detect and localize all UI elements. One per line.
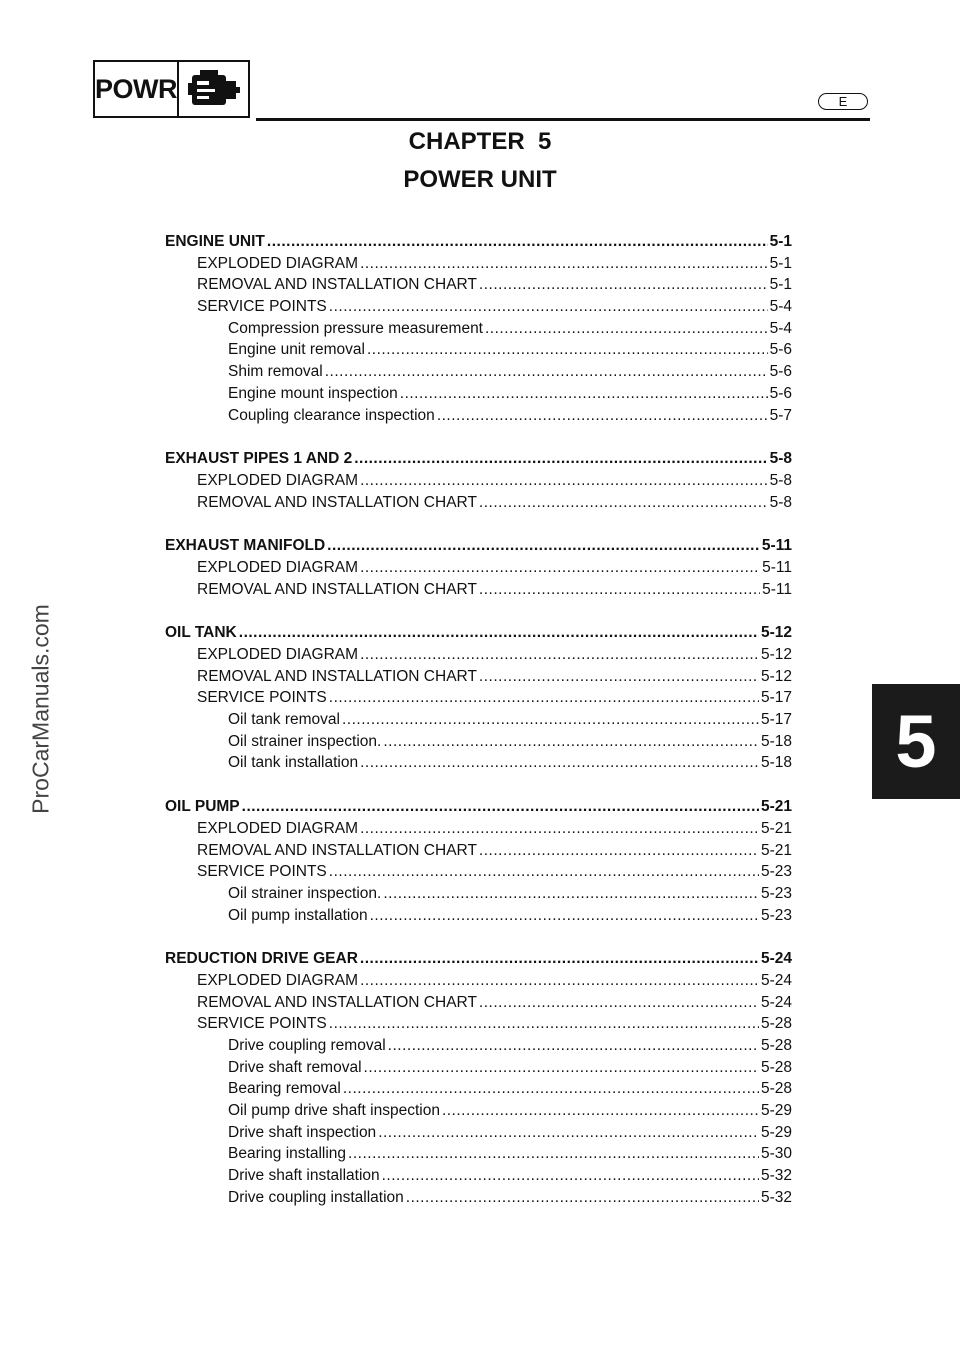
toc-entry-page: 5-12 bbox=[760, 646, 792, 663]
toc-entry[interactable] bbox=[165, 1189, 792, 1211]
chapter-title: POWER UNIT bbox=[403, 166, 557, 193]
toc-leader-dots bbox=[342, 711, 759, 729]
section-label: POWR bbox=[95, 62, 179, 116]
toc-entry-page: 5-23 bbox=[760, 863, 792, 881]
toc-entry-page: 5-1 bbox=[769, 254, 792, 272]
toc-entry-page: 5-23 bbox=[760, 906, 792, 924]
toc-leader-dots bbox=[383, 733, 759, 751]
toc-entry-title: REMOVAL AND INSTALLATION CHART bbox=[197, 841, 477, 859]
toc-entry-page: 5-6 bbox=[769, 384, 792, 402]
toc-leader-dots bbox=[360, 972, 759, 990]
toc-leader-dots bbox=[327, 537, 760, 555]
toc-leader-dots bbox=[329, 298, 768, 316]
toc-entry-page: 5-28 bbox=[760, 1080, 792, 1098]
toc-entry-title: EXHAUST PIPES 1 AND 2 bbox=[165, 450, 353, 468]
toc-entry[interactable] bbox=[165, 994, 792, 1016]
toc-entry-title: Drive shaft removal bbox=[228, 1058, 362, 1076]
toc-entry[interactable] bbox=[165, 1015, 792, 1037]
toc-leader-dots bbox=[325, 363, 768, 381]
toc-entry-title: SERVICE POINTS bbox=[197, 1015, 327, 1033]
toc-entry[interactable] bbox=[165, 842, 792, 864]
language-badge: E bbox=[818, 93, 868, 110]
toc-entry-page: 5-28 bbox=[760, 1058, 792, 1076]
toc-leader-dots bbox=[367, 341, 768, 359]
toc-leader-dots bbox=[364, 1059, 759, 1077]
toc-entry[interactable] bbox=[165, 1124, 792, 1146]
toc-leader-dots bbox=[383, 885, 759, 903]
toc-entry-page: 5-24 bbox=[760, 993, 792, 1011]
toc-entry-page: 5-4 bbox=[769, 319, 792, 337]
toc-entry-title: Drive coupling installation bbox=[228, 1188, 404, 1206]
toc-entry-title: ENGINE UNIT bbox=[165, 233, 265, 250]
toc-entry[interactable] bbox=[165, 1167, 792, 1189]
toc-leader-dots bbox=[242, 798, 759, 816]
toc-leader-dots bbox=[479, 668, 759, 686]
toc-leader-dots bbox=[354, 450, 767, 468]
toc-entry-page: 5-32 bbox=[760, 1188, 792, 1206]
toc-entry-title: Bearing installing bbox=[228, 1145, 347, 1163]
toc-entry[interactable] bbox=[165, 1145, 792, 1167]
toc-entry[interactable] bbox=[165, 798, 792, 820]
toc-entry-title: SERVICE POINTS bbox=[197, 863, 327, 881]
toc-entry[interactable] bbox=[165, 885, 792, 907]
toc-entry[interactable] bbox=[165, 276, 792, 298]
toc-entry-title: EXPLODED DIAGRAM bbox=[197, 646, 359, 663]
toc-entry[interactable] bbox=[165, 341, 792, 363]
toc-entry-page: 5-30 bbox=[760, 1145, 792, 1163]
toc-entry-page: 5-11 bbox=[762, 580, 792, 598]
toc-leader-dots bbox=[239, 624, 759, 642]
toc-entry[interactable] bbox=[165, 754, 792, 776]
toc-leader-dots bbox=[360, 646, 759, 664]
toc-entry-page: 5-24 bbox=[760, 950, 792, 968]
toc-section bbox=[165, 233, 792, 428]
toc-leader-dots bbox=[479, 494, 768, 512]
toc-leader-dots bbox=[388, 1037, 759, 1055]
toc-entry[interactable] bbox=[165, 494, 792, 516]
toc-entry-page: 5-28 bbox=[760, 1037, 792, 1054]
toc-entry-page: 5-18 bbox=[760, 754, 792, 772]
toc-entry[interactable] bbox=[165, 646, 792, 668]
toc-leader-dots bbox=[360, 472, 768, 490]
toc-leader-dots bbox=[267, 233, 768, 251]
toc-leader-dots bbox=[343, 1080, 759, 1098]
toc-entry-page: 5-4 bbox=[769, 298, 792, 316]
header-rule bbox=[256, 118, 870, 121]
toc-entry-page: 5-8 bbox=[769, 493, 792, 511]
toc-leader-dots bbox=[360, 820, 759, 838]
toc-leader-dots bbox=[329, 863, 759, 881]
toc-entry-page: 5-11 bbox=[761, 537, 792, 555]
toc-entry[interactable] bbox=[165, 385, 792, 407]
toc-leader-dots bbox=[378, 1124, 759, 1142]
toc-entry[interactable] bbox=[165, 950, 792, 972]
toc-entry-page: 5-12 bbox=[760, 667, 792, 685]
toc-entry[interactable] bbox=[165, 863, 792, 885]
toc-leader-dots bbox=[360, 559, 760, 577]
toc-entry-page: 5-29 bbox=[760, 1102, 792, 1120]
toc-entry-title: Drive shaft inspection bbox=[228, 1123, 377, 1141]
toc-entry[interactable] bbox=[165, 733, 792, 755]
toc-section bbox=[165, 450, 792, 515]
section-header-box bbox=[93, 60, 250, 118]
toc-entry-page: 5-6 bbox=[769, 363, 792, 381]
toc-entry-title: REMOVAL AND INSTALLATION CHART bbox=[197, 276, 477, 294]
toc-leader-dots bbox=[406, 1189, 759, 1207]
toc-entry[interactable] bbox=[165, 624, 792, 646]
toc-entry-page: 5-29 bbox=[760, 1123, 792, 1141]
toc-leader-dots bbox=[329, 1015, 759, 1033]
toc-entry-page: 5-17 bbox=[760, 711, 792, 729]
toc-entry[interactable] bbox=[165, 1102, 792, 1124]
toc-entry[interactable] bbox=[165, 233, 792, 255]
toc-entry-page: 5-21 bbox=[760, 798, 792, 816]
toc-entry-title: Oil strainer inspection. bbox=[228, 732, 382, 750]
toc-entry-page: 5-8 bbox=[769, 471, 792, 489]
toc-entry-title: EXHAUST MANIFOLD bbox=[165, 537, 326, 555]
toc-entry-page: 5-21 bbox=[760, 841, 792, 859]
chapter-tab: 5 bbox=[872, 684, 960, 799]
toc-entry-title: Engine unit removal bbox=[228, 341, 365, 359]
toc-entry-title: Oil tank installation bbox=[228, 754, 359, 772]
toc-entry[interactable] bbox=[165, 472, 792, 494]
toc-entry-title: OIL TANK bbox=[165, 624, 237, 642]
toc-leader-dots bbox=[479, 276, 768, 294]
toc-entry-title: EXPLODED DIAGRAM bbox=[197, 254, 359, 272]
toc-entry-title: Oil pump installation bbox=[228, 906, 368, 924]
toc-entry-title: REMOVAL AND INSTALLATION CHART bbox=[197, 993, 477, 1011]
toc-entry[interactable] bbox=[165, 972, 792, 994]
toc-entry-title: Coupling clearance inspection bbox=[228, 406, 435, 424]
toc-entry-page: 5-23 bbox=[760, 884, 792, 902]
toc-entry-title: REMOVAL AND INSTALLATION CHART bbox=[197, 493, 477, 511]
toc-entry-title: REMOVAL AND INSTALLATION CHART bbox=[197, 667, 477, 685]
watermark: ProCarManuals.com bbox=[27, 604, 54, 814]
toc-leader-dots bbox=[400, 385, 768, 403]
toc-leader-dots bbox=[479, 994, 759, 1012]
toc-entry[interactable] bbox=[165, 711, 792, 733]
toc-leader-dots bbox=[382, 1167, 759, 1185]
toc-entry-page: 5-8 bbox=[769, 450, 792, 468]
toc-leader-dots bbox=[360, 255, 768, 273]
toc-entry-title: EXPLODED DIAGRAM bbox=[197, 819, 359, 837]
toc-section bbox=[165, 537, 792, 602]
toc-entry-title: Compression pressure measurement bbox=[228, 319, 483, 337]
toc-entry-title: Shim removal bbox=[228, 363, 323, 381]
toc-entry-page: 5-17 bbox=[760, 689, 792, 707]
toc-entry-page: 5-6 bbox=[769, 341, 792, 359]
toc-leader-dots bbox=[348, 1145, 759, 1163]
toc-entry[interactable] bbox=[165, 581, 792, 603]
table-of-contents bbox=[165, 233, 792, 1233]
toc-entry-title: REDUCTION DRIVE GEAR bbox=[165, 950, 358, 968]
toc-entry-title: EXPLODED DIAGRAM bbox=[197, 971, 359, 989]
toc-entry-title: Oil strainer inspection. bbox=[228, 884, 382, 902]
toc-leader-dots bbox=[479, 581, 760, 599]
toc-entry-page: 5-12 bbox=[760, 624, 792, 642]
toc-entry[interactable] bbox=[165, 559, 792, 581]
toc-entry-page: 5-32 bbox=[760, 1167, 792, 1185]
toc-entry-title: SERVICE POINTS bbox=[197, 298, 327, 316]
toc-entry-page: 5-21 bbox=[760, 819, 792, 837]
toc-section bbox=[165, 950, 792, 1210]
toc-entry-page: 5-1 bbox=[769, 233, 792, 250]
toc-leader-dots bbox=[479, 842, 759, 860]
toc-leader-dots bbox=[485, 320, 768, 338]
toc-entry[interactable] bbox=[165, 363, 792, 385]
toc-leader-dots bbox=[437, 407, 768, 425]
toc-leader-dots bbox=[329, 689, 759, 707]
toc-entry-title: Oil tank removal bbox=[228, 711, 340, 729]
toc-entry-page: 5-28 bbox=[760, 1015, 792, 1033]
toc-entry[interactable] bbox=[165, 1080, 792, 1102]
toc-entry-page: 5-18 bbox=[760, 732, 792, 750]
toc-entry-title: Drive coupling removal bbox=[228, 1037, 386, 1054]
toc-entry-title: Bearing removal bbox=[228, 1080, 341, 1098]
engine-icon bbox=[179, 62, 248, 116]
toc-entry[interactable] bbox=[165, 407, 792, 429]
toc-entry-title: Engine mount inspection bbox=[228, 384, 398, 402]
toc-entry[interactable] bbox=[165, 1037, 792, 1059]
toc-entry-page: 5-11 bbox=[762, 558, 792, 576]
toc-entry[interactable] bbox=[165, 820, 792, 842]
toc-entry-title: Drive shaft installation bbox=[228, 1167, 380, 1185]
toc-section bbox=[165, 624, 792, 776]
toc-entry[interactable] bbox=[165, 537, 792, 559]
toc-entry-title: OIL PUMP bbox=[165, 798, 240, 816]
toc-entry-page: 5-7 bbox=[769, 406, 792, 424]
toc-entry[interactable] bbox=[165, 1059, 792, 1081]
toc-entry-page: 5-24 bbox=[760, 971, 792, 989]
toc-leader-dots bbox=[370, 907, 759, 925]
toc-entry[interactable] bbox=[165, 668, 792, 690]
toc-entry-title: EXPLODED DIAGRAM bbox=[197, 471, 359, 489]
toc-entry-title: REMOVAL AND INSTALLATION CHART bbox=[197, 580, 477, 598]
toc-section bbox=[165, 798, 792, 928]
toc-entry-title: SERVICE POINTS bbox=[197, 689, 327, 707]
toc-entry-page: 5-1 bbox=[769, 276, 792, 294]
toc-entry[interactable] bbox=[165, 907, 792, 929]
toc-entry[interactable] bbox=[165, 450, 792, 472]
toc-leader-dots bbox=[360, 754, 759, 772]
toc-entry-title: Oil pump drive shaft inspection bbox=[228, 1102, 440, 1120]
toc-leader-dots bbox=[360, 950, 759, 968]
toc-entry[interactable] bbox=[165, 298, 792, 320]
toc-entry[interactable] bbox=[165, 320, 792, 342]
toc-entry-title: EXPLODED DIAGRAM bbox=[197, 558, 359, 576]
toc-entry[interactable] bbox=[165, 689, 792, 711]
toc-leader-dots bbox=[442, 1102, 759, 1120]
chapter-number: CHAPTER 5 bbox=[408, 128, 552, 155]
toc-entry[interactable] bbox=[165, 255, 792, 277]
